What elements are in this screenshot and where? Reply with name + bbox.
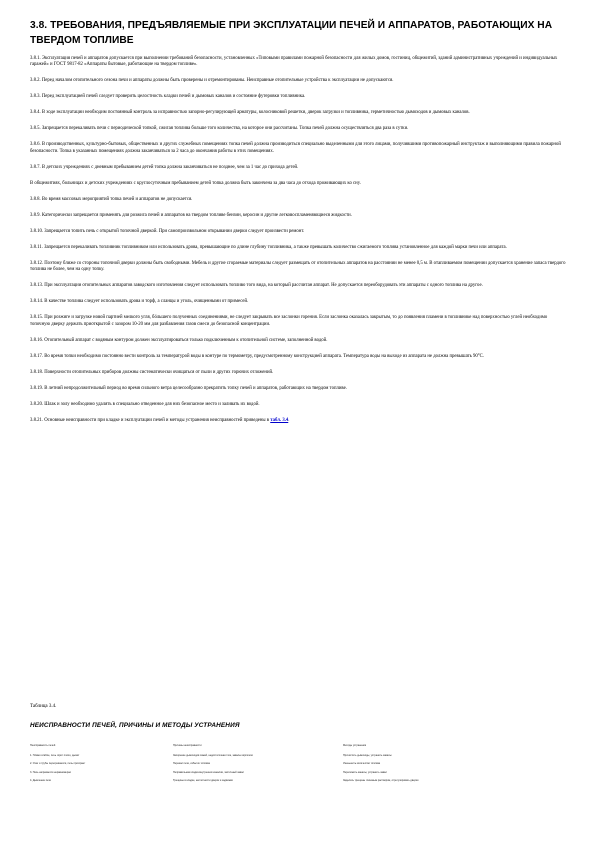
section-heading: 3.8. ТРЕБОВАНИЯ, ПРЕДЪЯВЛЯЕМЫЕ ПРИ ЭКСПЛУАТАЦИИ ПЕЧЕЙ И АППАРАТОВ, РАБОТАЮЩИХ НА ТВЕРДОМ ТОПЛИВЕ — [30, 20, 553, 46]
table-column-causes — [173, 744, 313, 788]
table-cell: Засорение дымоходов сажей, недостаточная тяга, завалы кирпичом — [173, 754, 253, 757]
paragraph-end: . — [288, 417, 290, 423]
paragraph: 3.8.19. В летний непродолжительный период во время сильного ветра целесообразно прекратить топку печей и аппаратов, работающих на твердом топливе. — [30, 385, 347, 391]
paragraph: 3.8.15. При розжиге и загрузке новой партией мелкого угля, бóльшего полученных соединениями, не следует закрывать все заслонки горения. Если заслонка оказалась закрытым, то до появления пламени в топливнике над поверхностью углей необходимо топочную дверку держать приоткрытой с зазором 10-20 мм для разбавления газов смеси до безопасной концентрации. — [30, 315, 548, 327]
section-body — [30, 56, 568, 434]
table-cell: Переложить каналы, устранить завал — [343, 770, 387, 774]
paragraph-text: 3.8.21. Основные неисправности при кладке и эксплуатации печей и методы устранения неисправностей приведены в — [30, 417, 271, 423]
paragraph: 3.8.18. Поверхности отопительных приборов должны систематически очищаться от пыли и других горючих отложений. — [30, 369, 274, 375]
paragraph: 3.8.20. Шлак и золу необходимо удалять в специально отведенное для них безопасное место и заливать их водой. — [30, 401, 260, 407]
table-cell: 4. Дымление печи — [30, 779, 52, 783]
paragraph: 3.8.12. Поэтому ближе со стороны топочной дверки должны быть свободными. Мебель и другие сгораемые материалы следует размещать от отопительных аппаратов на расстоянии не менее 0,5 м. В отапливаемом помещении допускается хранение запаса твердого топлива не более, чем на одну топку. — [30, 260, 566, 273]
table-header: Неисправность печей — [30, 744, 56, 747]
table-column-faults — [30, 744, 160, 788]
table-cell: Неправильная кладка внутренних каналов, частичный завал — [173, 770, 244, 774]
paragraph: 3.8.7. В детских учреждениях с дневным пребыванием детей топка должна заканчиваться не позднее, чем за 1 час до прихода детей. — [30, 164, 299, 170]
table-cell: Прочистить дымоходы, устранить завалы — [343, 754, 392, 757]
paragraph: 3.8.16. Отопительный аппарат с водяным контуром должен эксплуатироваться только подключенным к отопительной системе, заполненной водой. — [30, 337, 328, 343]
paragraph: 3.8.8. Во время массовых мероприятий топка печей и аппаратов не допускается. — [30, 196, 193, 202]
table-cell: Перекал печи, избыток топлива — [173, 762, 210, 766]
paragraph: 3.8.11. Запрещается перекаливать топливник топливником или использовать дрова, превышающие по длине глубину топливника, а также превышать количество сжигаемого топлива установленное для каждой марки печи или аппарата. — [30, 244, 507, 250]
table-cell: Трещины в кладке, неплотности дверок и задвижки — [173, 779, 233, 783]
paragraph: 3.8.2. Перед началом отопительного сезона печи и аппараты должны быть проверены и отремонтированы. Неисправные отопительные устройства к эксплуатации не допускаются. — [30, 78, 394, 84]
paragraph: 3.8.13. При эксплуатации отопительных аппаратов заводского изготовления следует использовать топливо того вида, на который рассчитан аппарат. Не допускается переоборудовать эти аппараты с одного топлива на другое. — [30, 283, 483, 289]
paragraph: 3.8.6. В производственных, культурно-бытовых, общественных и других служебных помещениях топка печей должна производиться специально выделенными для этого лицами, получившими противопожарный инструктаж и выполняющими правила пожарной безопасности. Топка в указанных помещениях должна заканчиваться за 2 часа до окончания работы в этих помещениях. — [30, 142, 561, 154]
paragraph: 3.8.9. Категорически запрещается применять для розжига печей и аппаратов на твердом топливе бензин, керосин и другие легковоспламеняющиеся жидкости. — [30, 212, 352, 218]
paragraph: 3.8.14. В качестве топлива следует использовать дрова и торф, а сланцы и уголь, очищенными от примесей. — [30, 299, 249, 305]
table-cell: 3. Печь нагревается неравномерно — [30, 770, 71, 774]
paragraph: 3.8.5. Запрещается перекаливать печи с периодической топкой, сжигая топлива больше того количества, на которое они рассчитаны. Топка печей должна осуществляться два раза в сутки. — [30, 126, 409, 132]
table-column-remedies — [343, 744, 483, 788]
paragraph: 3.8.4. В ходе эксплуатации необходим постоянный контроль за исправностью запорно-регулирующей арматуры, колосниковой решетки, дверок загрузки и топливника, герметичностью дымоходов и дымовых каналов. — [30, 110, 470, 116]
table-cell: Заделать трещины глиняным раствором, отрегулировать дверки — [343, 779, 419, 783]
table-cell: 2. Очаг и трубы перегреваются, печь прогорает — [30, 762, 86, 766]
paragraph: В общежитиях, больницах и детских учреждениях с круглосуточным пребыванием детей топка должна быть закончена за два часа до отхода проживающих ко сну. — [30, 180, 361, 186]
table-reference-link[interactable]: табл. 3.4 — [270, 417, 289, 423]
table-header: Причины неисправности — [173, 744, 202, 747]
table-title: НЕИСПРАВНОСТИ ПЕЧЕЙ, ПРИЧИНЫ И МЕТОДЫ УСТРАНЕНИЯ — [30, 722, 240, 729]
paragraph: 3.8.17. Во время топки необходимо постоянно вести контроль за температурой воды в контуре по термометру, предусмотренному конструкцией аппарата. Температура воды на выходе из аппарата не должна превышать 90°С. — [30, 353, 484, 359]
paragraph: 3.8.3. Перед эксплуатацией печей следует проверить целостность кладки печей и дымовых каналов и состояние футеровки топливника. — [30, 94, 306, 100]
table-cell: Уменьшить количество топлива — [343, 762, 381, 766]
paragraph: 3.8.1. Эксплуатация печей и аппаратов допускается при выполнении требований безопасности, установленных «Типовыми правилами пожарной безопасности для жилых домов, гостиниц, общежитий, зданий административных учреждений и индивидуальных гаражей» и ГОСТ 9817-82 «Аппараты бытовые, работающие на твердом топливе». — [30, 56, 558, 68]
paragraph-with-link — [30, 418, 568, 424]
table-cell: 1. Пламя слабое, печь горит плохо, дымит — [30, 754, 80, 757]
table-caption: Таблица 3.4. — [30, 704, 57, 709]
paragraph: 3.8.10. Запрещается топить печь с открытой топочной дверкой. При самопроизвольном открывании дверки следует произвести ремонт. — [30, 228, 305, 234]
table-header: Методы устранения — [343, 744, 367, 747]
